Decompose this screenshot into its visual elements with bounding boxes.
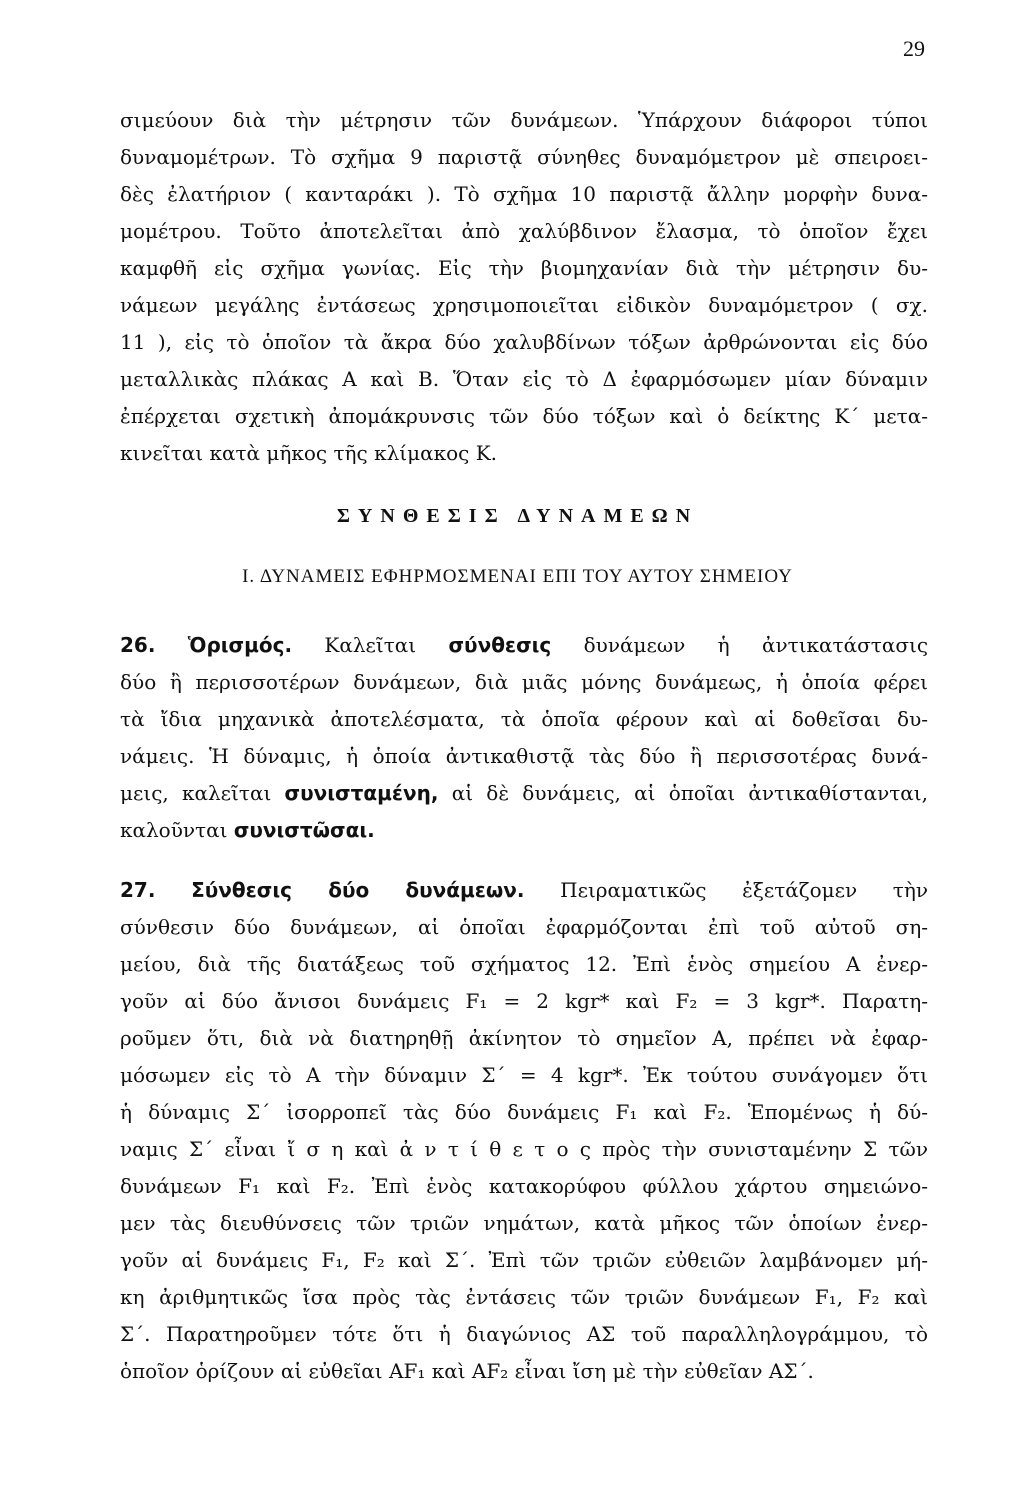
- subsection-title: Ι. ΔΥΝΑΜΕΙΣ ΕΦΗΡΜΟΣΜΕΝΑΙ ΕΠΙ ΤΟΥ ΑΥΤΟΥ ΣΗΜΕΙΟΥ: [242, 566, 793, 587]
- text-fragment: Καλεῖται: [324, 633, 417, 657]
- text-line: ροῦμεν ὅτι, διὰ νὰ διατηρηθῇ ἀκίνητον τὸ σημεῖον Α, πρέπει νὰ ἐφαρ-: [120, 1026, 928, 1050]
- text-line: ἡ δύναμις Σ΄ ἰσορροπεῖ τὰς δύο δυνάμεις F₁ καὶ F₂. Ἑπομένως ἡ δύ-: [120, 1100, 928, 1124]
- text-line: δυνάμεων F₁ καὶ F₂. Ἐπὶ ἑνὸς κατακορύφου φύλλου χάρτου σημειώνο-: [120, 1174, 928, 1198]
- text-line: σιμεύουν διὰ τὴν μέτρησιν τῶν δυνάμεων. Ὑπάρχουν διάφοροι τύποι: [120, 108, 928, 132]
- text-line: μεταλλικὰς πλάκας Α καὶ Β. Ὅταν εἰς τὸ Δ ἐφαρμόσωμεν μίαν δύναμιν: [120, 367, 928, 391]
- text-fragment: αἱ δὲ δυνάμεις, αἱ ὁποῖαι ἀντικαθίστανται,: [451, 781, 929, 805]
- text-line: μόσωμεν εἰς τὸ Α τὴν δύναμιν Σ΄ = 4 kgr*. Ἐκ τούτου συνάγομεν ὅτι: [120, 1063, 928, 1087]
- text-line: νάμεων μεγάλης ἐντάσεως χρησιμοποιεῖται εἰδικὸν δυναμόμετρον ( σχ.: [120, 293, 928, 317]
- text-line: μομέτρου. Τοῦτο ἀποτελεῖται ἀπὸ χαλύβδινον ἔλασμα, τὸ ὁποῖον ἔχει: [120, 219, 928, 243]
- paragraph-number: 27.: [120, 878, 156, 902]
- text-line: δύο ἢ περισσοτέρων δυνάμεων, διὰ μιᾶς μόνης δυνάμεως, ἡ ὁποία φέρει: [120, 670, 928, 694]
- text-line: [120, 775, 928, 811]
- text-fragment: Πειραματικῶς ἐξετάζομεν τὴν: [560, 878, 929, 902]
- page-number: 29: [903, 36, 925, 61]
- text-line: δυναμομέτρων. Τὸ σχῆμα 9 παριστᾷ σύνηθες δυναμόμετρον μὲ σπειροει-: [120, 145, 928, 169]
- term-components: συνιστῶσαι.: [233, 818, 375, 842]
- text-line: ἐπέρχεται σχετικὴ ἀπομάκρυνσις τῶν δύο τόξων καὶ ὁ δείκτης Κ΄ μετα-: [120, 404, 928, 428]
- text-line: καμφθῆ εἰς σχῆμα γωνίας. Εἰς τὴν βιομηχανίαν διὰ τὴν μέτρησιν δυ-: [120, 256, 928, 280]
- text-line: τὰ ἴδια μηχανικὰ ἀποτελέσματα, τὰ ὁποῖα φέρουν καὶ αἱ δοθεῖσαι δυ-: [120, 707, 928, 731]
- text-line: κη ἀριθμητικῶς ἴσα πρὸς τὰς ἐντάσεις τῶν τριῶν δυνάμεων F₁, F₂ καὶ: [120, 1285, 928, 1309]
- text-line: κινεῖται κατὰ μῆκος τῆς κλίμακος Κ.: [120, 441, 498, 465]
- text-line: μείου, διὰ τῆς διατάξεως τοῦ σχήματος 12. Ἐπὶ ἑνὸς σημείου Α ἐνερ-: [120, 952, 928, 976]
- text-line: ὁποῖον ὁρίζουν αἱ εὐθεῖαι ΑF₁ καὶ ΑF₂ εἶναι ἴση μὲ τὴν εὐθεῖαν ΑΣ΄.: [120, 1359, 814, 1383]
- text-fragment: δυνάμεων ἡ ἀντικατάστασις: [583, 633, 929, 657]
- text-line: [120, 812, 928, 848]
- paragraph-title: Ὁρισμός.: [187, 633, 293, 657]
- text-line: ναμις Σ΄ εἶναι ἴ σ η καὶ ἀ ν τ ί θ ε τ ο ς πρὸς τὴν συνισταμένην Σ τῶν: [120, 1137, 928, 1161]
- term-resultant: συνισταμένη,: [284, 781, 439, 805]
- text-line: δὲς ἐλατήριον ( κανταράκι ). Τὸ σχῆμα 10 παριστᾷ ἄλλην μορφὴν δυνα-: [120, 182, 928, 206]
- text-line: γοῦν αἱ δύο ἄνισοι δυνάμεις F₁ = 2 kgr* καὶ F₂ = 3 kgr*. Παρατη-: [120, 989, 928, 1013]
- text-fragment: καλοῦνται: [120, 818, 228, 842]
- text-line: μεν τὰς διευθύνσεις τῶν τριῶν νημάτων, κατὰ μῆκος τῶν ὁποίων ἐνερ-: [120, 1211, 928, 1235]
- text-line: 11 ), εἰς τὸ ὁποῖον τὰ ἄκρα δύο χαλυβδίνων τόξων ἀρθρώνονται εἰς δύο: [120, 330, 928, 354]
- paragraph-number: 26.: [120, 633, 156, 657]
- section-title: ΣΥΝΘΕΣΙΣ ΔΥΝΑΜΕΩΝ: [336, 505, 699, 527]
- text-line: γοῦν αἱ δυνάμεις F₁, F₂ καὶ Σ΄. Ἐπὶ τῶν τριῶν εὐθειῶν λαμβάνομεν μή-: [120, 1248, 928, 1272]
- text-line: σύνθεσιν δύο δυνάμεων, αἱ ὁποῖαι ἐφαρμόζονται ἐπὶ τοῦ αὐτοῦ ση-: [120, 915, 928, 939]
- text-fragment: μεις, καλεῖται: [120, 781, 272, 805]
- text-line: [120, 627, 928, 663]
- paragraph-title: Σύνθεσις δύο δυνάμεων.: [191, 878, 525, 902]
- text-line: νάμεις. Ἡ δύναμις, ἡ ὁποία ἀντικαθιστᾷ τὰς δύο ἢ περισσοτέρας δυνά-: [120, 744, 928, 768]
- text-line: Σ΄. Παρατηροῦμεν τότε ὅτι ἡ διαγώνιος ΑΣ τοῦ παραλληλογράμμου, τὸ: [120, 1322, 928, 1346]
- term-synthesis: σύνθεσις: [448, 633, 552, 657]
- text-line: [120, 872, 928, 908]
